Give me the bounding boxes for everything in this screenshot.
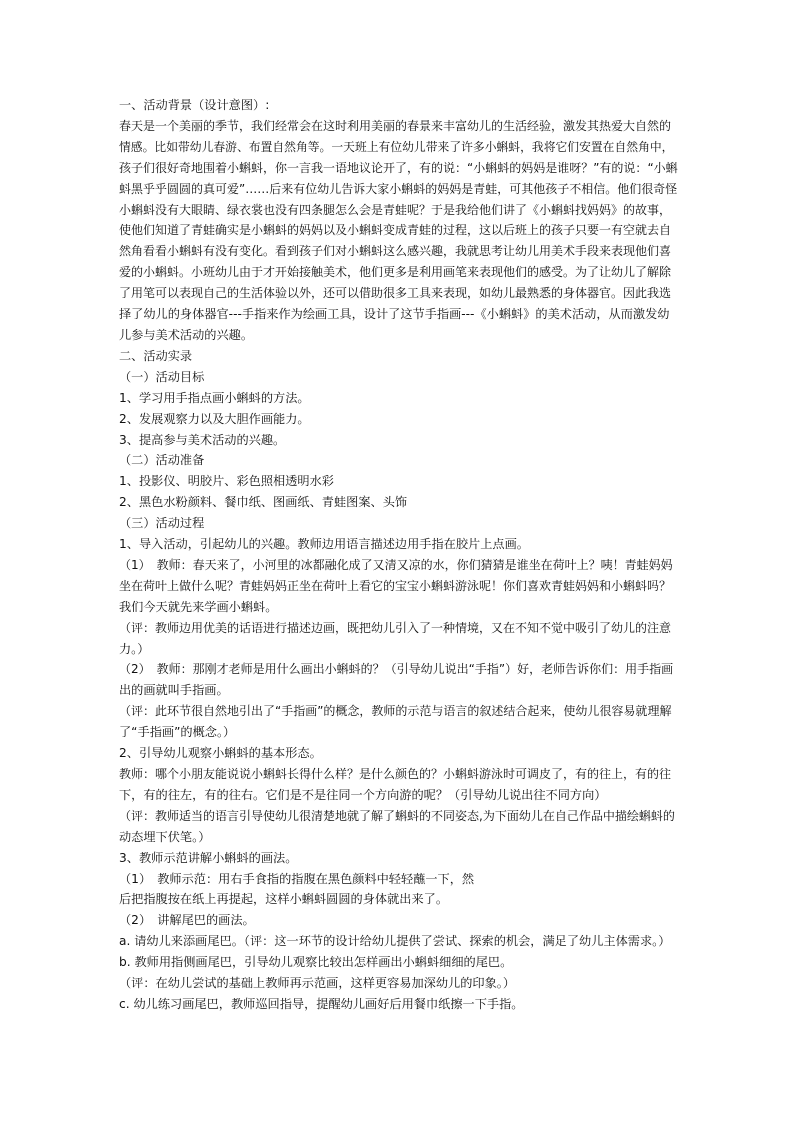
text-line: 情感。比如带幼儿春游、布置自然角等。一天班上有位幼儿带来了许多小蝌蚪，我将它们安置在自然角中，	[119, 139, 674, 154]
document-page	[119, 95, 679, 1015]
text-line: 使他们知道了青蛙确实是小蝌蚪的妈妈以及小蝌蚪变成青蛙的过程，这以后班上的孩子只要一有空就去自	[119, 223, 672, 238]
text-line: 下，有的往左，有的往右。它们是不是往同一个方向游的呢？（引导幼儿说出往不同方向）	[119, 787, 607, 802]
text-line: 1、导入活动，引起幼儿的兴趣。教师边用语言描述边用手指在胶片上点画。	[119, 537, 529, 552]
text-line: 一、活动背景（设计意图）:	[119, 98, 270, 112]
text-line: （2） 讲解尾巴的画法。	[119, 913, 255, 928]
text-line: 力。）	[119, 641, 150, 656]
text-line: a. 请幼儿来添画尾巴。（评：这一环节的设计给幼儿提供了尝试、探索的机会，满足了幼儿主体需求。）	[119, 934, 671, 949]
text-line: 二、活动实录	[119, 348, 193, 363]
text-line: b. 教师用指侧画尾巴，引导幼儿观察比较出怎样画出小蝌蚪细细的尾巴。	[119, 955, 513, 970]
text-line: （二）活动准备	[119, 453, 205, 468]
text-line: （评：教师边用优美的话语进行描述边画，既把幼儿引入了一种情境，又在不知不觉中吸引了幼儿的注意	[119, 620, 672, 635]
text-line: 春天是一个美丽的季节，我们经常会在这时利用美丽的春景来丰富幼儿的生活经验，激发其热爱大自然的	[119, 118, 672, 133]
text-line: 儿参与美术活动的兴趣。	[119, 327, 254, 342]
text-line: 1、投影仪、明胶片、彩色照相透明水彩	[119, 474, 334, 489]
text-line: c. 幼儿练习画尾巴，教师巡回指导，提醒幼儿画好后用餐巾纸擦一下手指。	[119, 996, 524, 1011]
text-line: 3、教师示范讲解小蝌蚪的画法。	[119, 850, 298, 865]
text-line: 3、提高参与美术活动的兴趣。	[119, 432, 286, 447]
text-line: 爱的小蝌蚪。小班幼儿由于才开始接触美术，他们更多是利用画笔来表现他们的感受。为了让幼儿了解除	[119, 265, 672, 280]
text-line: 了“手指画”的概念。）	[119, 725, 236, 740]
text-line: 蚪黑乎乎圆圆的真可爱”……后来有位幼儿告诉大家小蝌蚪的妈妈是青蛙，可其他孩子不相信。他们很奇怪	[119, 181, 678, 196]
text-line: （评：在幼儿尝试的基础上教师再示范画，这样更容易加深幼儿的印象。）	[119, 976, 516, 991]
text-line: （评：此环节很自然地引出了“手指画”的概念，教师的示范与语言的叙述结合起来，使幼儿很容易就理解	[119, 704, 672, 719]
text-line: （一）活动目标	[119, 369, 205, 384]
text-line: 2、黑色水粉颜料、餐巾纸、图画纸、青蛙图案、头饰	[119, 495, 408, 510]
text-line: 后把指腹按在纸上再提起，这样小蝌蚪圆圆的身体就出来了。	[119, 892, 449, 907]
text-line: 孩子们很好奇地围着小蝌蚪，你一言我一语地议论开了，有的说：“小蝌蚪的妈妈是谁呀？”有的说：“小蝌	[119, 160, 678, 175]
text-line: 择了幼儿的身体器官---手指来作为绘画工具，设计了这节手指画---《小蝌蚪》的美术活动，从而激发幼	[119, 307, 670, 322]
text-line: 1、学习用手指点画小蝌蚪的方法。	[119, 390, 310, 405]
text-line: （1） 教师示范：用右手食指的指腹在黑色颜料中轻轻蘸一下，然	[119, 871, 475, 886]
text-line: 小蝌蚪没有大眼睛、绿衣裳也没有四条腿怎么会是青蛙呢？于是我给他们讲了《小蝌蚪找妈妈》的故事，	[119, 202, 672, 217]
text-line: 我们今天就先来学画小蝌蚪。	[119, 599, 278, 614]
text-line: （三）活动过程	[119, 516, 205, 531]
text-line: （评：教师适当的语言引导使幼儿很清楚地就了解了蝌蚪的不同姿态,为下面幼儿在自己作品中描绘蝌蚪的	[119, 808, 675, 823]
text-line: 教师：哪个小朋友能说说小蝌蚪长得什么样？是什么颜色的？小蝌蚪游泳时可调皮了，有的往上，有的往	[119, 767, 672, 781]
text-line: 然角看看小蝌蚪有没有变化。看到孩子们对小蝌蚪这么感兴趣，我就思考让幼儿用美术手段来表现他们喜	[119, 244, 672, 259]
text-line: （1） 教师：春天来了，小河里的冰都融化成了又清又凉的水，你们猜猜是谁坐在荷叶上？咦！青蛙妈妈	[119, 557, 673, 572]
text-line: 2、引导幼儿观察小蝌蚪的基本形态。	[119, 746, 322, 761]
text-line: 2、发展观察力以及大胆作画能力。	[119, 411, 310, 426]
text-line: （2） 教师：那刚才老师是用什么画出小蝌蚪的？（引导幼儿说出“手指”）好，老师告诉你们：用手指画	[119, 662, 674, 677]
text-line: 动态埋下伏笔。）	[119, 829, 211, 844]
text-line: 了用笔可以表现自己的生活体验以外，还可以借助很多工具来表现，如幼儿最熟悉的身体器官。因此我选	[119, 286, 672, 301]
text-line: 出的画就叫手指画。	[119, 683, 229, 698]
text-line: 坐在荷叶上做什么呢？青蛙妈妈正坐在荷叶上看它的宝宝小蝌蚪游泳呢！你们喜欢青蛙妈妈和小蝌蚪吗？	[119, 578, 672, 593]
